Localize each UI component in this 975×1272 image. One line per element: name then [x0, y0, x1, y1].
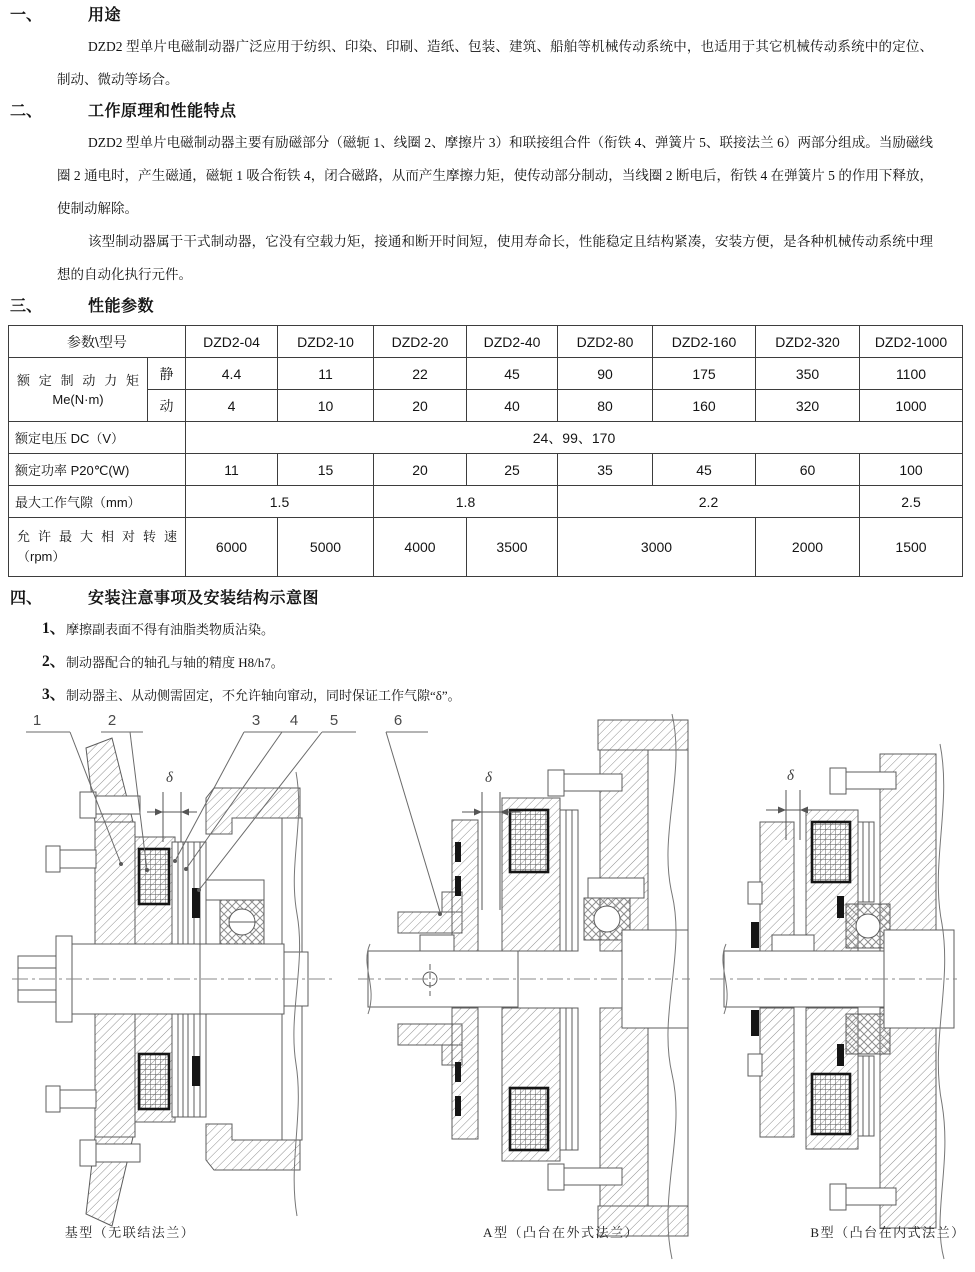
torque-unit: Me(N·m) [52, 391, 104, 407]
value-cell: 2.5 [860, 486, 963, 518]
col-header: DZD2-1000 [860, 326, 963, 358]
value-cell: 15 [278, 454, 374, 486]
value-cell: 4000 [374, 518, 467, 577]
value-cell: 350 [756, 358, 860, 390]
value-cell: 60 [756, 454, 860, 486]
speed-row [9, 518, 963, 577]
dynamic-label: 动 [148, 390, 186, 422]
speed-label: 允许最大相对转速 [17, 529, 177, 544]
note-number: 3、 [42, 686, 66, 703]
callout-2: 2 [107, 712, 117, 729]
value-cell: 11 [186, 454, 278, 486]
diagram-b-type [710, 744, 957, 1259]
section-title: 工作原理和性能特点 [88, 103, 237, 120]
value-cell: 90 [558, 358, 653, 390]
callout-1: 1 [32, 712, 42, 729]
torque-label-cell [9, 358, 148, 422]
section-number: 四、 [10, 590, 43, 607]
caption-b-type: B型（凸台在内式法兰） [810, 1225, 966, 1240]
section-number: 二、 [10, 103, 43, 120]
speed-label-cell [9, 518, 186, 577]
speed-unit: （rpm） [17, 549, 66, 564]
note-number: 1、 [42, 620, 66, 637]
caption-a-type: A型（凸台在外式法兰） [483, 1225, 639, 1240]
static-label: 静 [148, 358, 186, 390]
note-text: 摩擦副表面不得有油脂类物质沾染。 [66, 622, 275, 637]
table-header-row [9, 326, 963, 358]
value-cell: 45 [467, 358, 558, 390]
note-text: 制动器配合的轴孔与轴的精度 H8/h7。 [66, 655, 284, 670]
static-torque-row [9, 358, 963, 390]
performance-table [8, 325, 963, 577]
col-header: DZD2-10 [278, 326, 374, 358]
section-1-paragraph: DZD2 型单片电磁制动器广泛应用于纺织、印染、印刷、造纸、包装、建筑、船舶等机械传动系统中，也适用于其它机械传动系统中的定位、制动、微动等场合。 [57, 39, 933, 87]
value-cell: 100 [860, 454, 963, 486]
section-2-paragraph-1: DZD2 型单片电磁制动器主要有励磁部分（磁轭 1、线圈 2、摩擦片 3）和联接组合件（衔铁 4、弹簧片 5、联接法兰 6）两部分组成。当励磁线圈 2 通电时，产生磁通，磁轭 1 吸合衔铁 4，闭合磁路，从而产生摩擦力矩，使传动部分制动，当线圈 2 断电后，衔铁 4 在弹簧片 5 的作用下释放，使制动解除。 [57, 135, 933, 216]
col-header: DZD2-04 [186, 326, 278, 358]
section-2-paragraph-2: 该型制动器属于干式制动器，它没有空载力矩，接通和断开时间短，使用寿命长，性能稳定且结构紧凑，安装方便，是各种机械传动系统中理想的自动化执行元件。 [57, 234, 933, 282]
delta-label: δ [787, 768, 794, 784]
value-cell: 20 [374, 454, 467, 486]
callout-6: 6 [393, 712, 403, 729]
value-cell: 320 [756, 390, 860, 422]
section-1-heading [0, 3, 975, 29]
callout-5: 5 [329, 712, 339, 729]
value-cell: 4 [186, 390, 278, 422]
installation-diagrams [0, 714, 975, 1272]
value-cell: 6000 [186, 518, 278, 577]
col-header: DZD2-160 [653, 326, 756, 358]
value-cell: 3500 [467, 518, 558, 577]
value-cell: 2000 [756, 518, 860, 577]
col-header: DZD2-20 [374, 326, 467, 358]
value-cell: 1.5 [186, 486, 374, 518]
gap-row [9, 486, 963, 518]
value-cell: 2.2 [558, 486, 860, 518]
value-cell: 45 [653, 454, 756, 486]
note-number: 2、 [42, 653, 66, 670]
diagram-canvas [0, 714, 975, 1272]
diagram-a-type [358, 714, 690, 1259]
section-number: 三、 [10, 298, 43, 315]
section-2-heading [0, 99, 975, 125]
install-note [42, 679, 975, 712]
section-4-heading [0, 586, 975, 612]
value-cell: 22 [374, 358, 467, 390]
callout-4: 4 [289, 712, 299, 729]
voltage-value: 24、99、170 [186, 422, 963, 454]
voltage-row [9, 422, 963, 454]
value-cell: 4.4 [186, 358, 278, 390]
delta-label: δ [166, 770, 173, 786]
col-header: DZD2-40 [467, 326, 558, 358]
value-cell: 3000 [558, 518, 756, 577]
value-cell: 1000 [860, 390, 963, 422]
corner-cell: 参数\型号 [9, 326, 186, 358]
col-header: DZD2-80 [558, 326, 653, 358]
col-header: DZD2-320 [756, 326, 860, 358]
value-cell: 35 [558, 454, 653, 486]
value-cell: 40 [467, 390, 558, 422]
dynamic-torque-row [9, 390, 963, 422]
value-cell: 1500 [860, 518, 963, 577]
value-cell: 20 [374, 390, 467, 422]
value-cell: 25 [467, 454, 558, 486]
section-3-heading [0, 294, 975, 320]
datasheet-page [0, 3, 975, 1266]
note-text: 制动器主、从动侧需固定，不允许轴向窜动，同时保证工作气隙“δ”。 [66, 688, 461, 703]
torque-label: 额定制动力矩 [17, 372, 139, 388]
value-cell: 11 [278, 358, 374, 390]
callout-3: 3 [251, 712, 261, 729]
voltage-label: 额定电压 DC（V） [9, 422, 186, 454]
install-note [42, 646, 975, 679]
value-cell: 1100 [860, 358, 963, 390]
value-cell: 160 [653, 390, 756, 422]
section-title: 性能参数 [88, 298, 155, 315]
gap-label: 最大工作气隙（mm） [9, 486, 186, 518]
value-cell: 10 [278, 390, 374, 422]
value-cell: 80 [558, 390, 653, 422]
power-label: 额定功率 P20℃(W) [9, 454, 186, 486]
value-cell: 1.8 [374, 486, 558, 518]
value-cell: 175 [653, 358, 756, 390]
section-title: 安装注意事项及安装结构示意图 [88, 590, 320, 607]
section-title: 用途 [88, 7, 122, 24]
caption-base-type: 基型（无联结法兰） [64, 1225, 196, 1240]
install-note [42, 613, 975, 646]
power-row [9, 454, 963, 486]
value-cell: 5000 [278, 518, 374, 577]
section-number: 一、 [10, 7, 43, 24]
delta-label: δ [485, 770, 492, 786]
